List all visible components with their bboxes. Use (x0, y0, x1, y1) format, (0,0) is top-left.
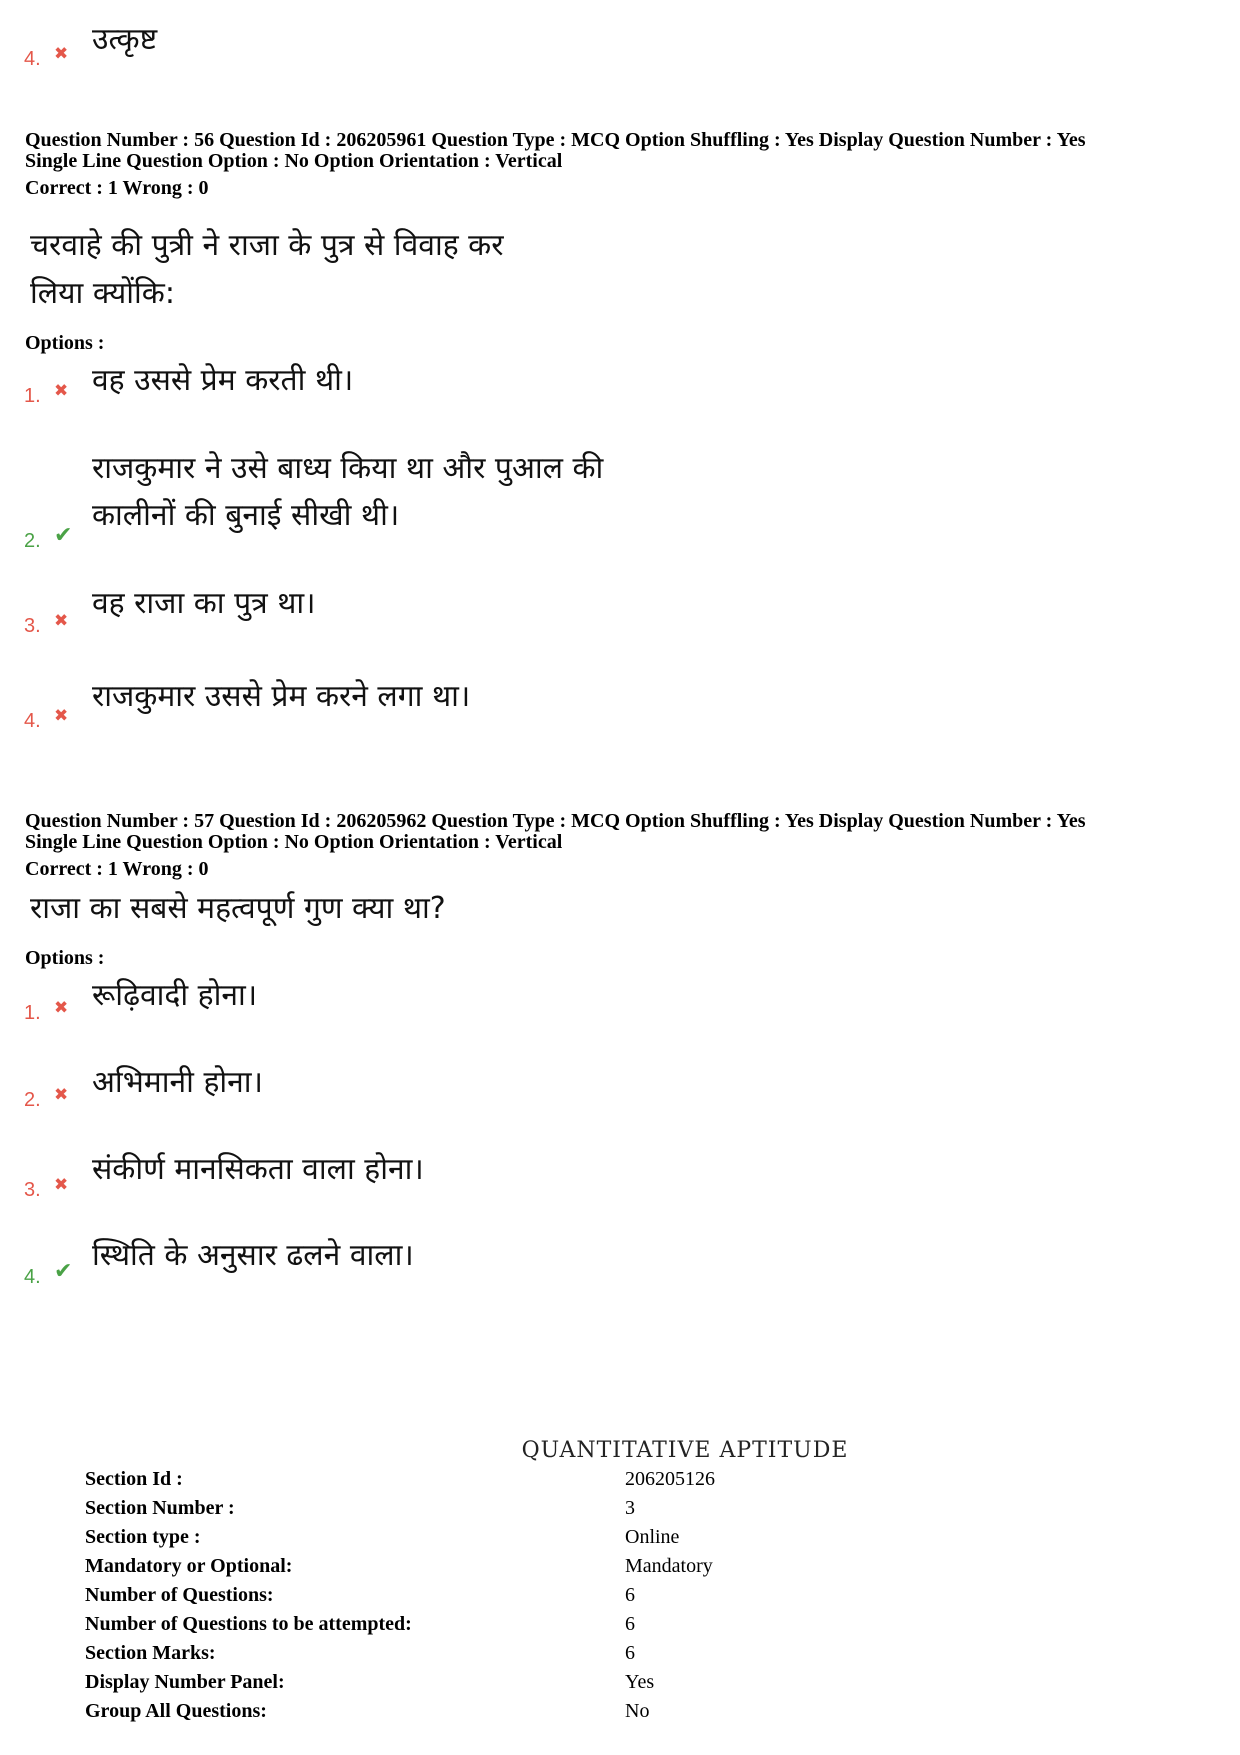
q56-option-3-text: वह राजा का पुत्र था। (92, 586, 316, 621)
check-icon: ✔ (54, 523, 73, 548)
q56-option-1-number: 1. (24, 385, 41, 407)
q57-options-label: Options : (25, 947, 105, 969)
q57-option-1-number: 1. (24, 1002, 41, 1024)
section-row (0, 1642, 1240, 1671)
section-row-label: Group All Questions: (85, 1700, 267, 1722)
q57-option-2-number: 2. (24, 1089, 41, 1111)
section-row-value: Online (625, 1526, 680, 1548)
section-row-value: Yes (625, 1671, 655, 1693)
q57-meta (25, 811, 1225, 880)
section-row (0, 1526, 1240, 1555)
q57-option-2-text: अभिमानी होना। (92, 1065, 263, 1100)
q56-question-line1: चरवाहे की पुत्री ने राजा के पुत्र से विवाह कर (30, 228, 504, 263)
q56-question-line2: लिया क्योंकि: (30, 276, 175, 311)
q56-option-4-number: 4. (24, 710, 41, 732)
section-row-value: 3 (625, 1497, 635, 1519)
q56-meta (25, 130, 1225, 199)
cross-icon: ✖ (54, 381, 69, 401)
q56-option-2-text-line2: कालीनों की बुनाई सीखी थी। (92, 498, 400, 533)
section-row (0, 1497, 1240, 1526)
q56-meta-line2: Single Line Question Option : No Option Orientation : Vertical (25, 150, 563, 172)
q56-option-2-text-line1: राजकुमार ने उसे बाध्य किया था और पुआल की (92, 451, 604, 486)
section-row-label: Section Number : (85, 1497, 235, 1519)
section-row-label: Mandatory or Optional: (85, 1555, 293, 1577)
section-row-label: Section Id : (85, 1468, 183, 1490)
q57-meta-line3: Correct : 1 Wrong : 0 (25, 858, 209, 880)
q57-option-4-number: 4. (24, 1266, 41, 1288)
q57-meta-line2: Single Line Question Option : No Option Orientation : Vertical (25, 831, 563, 853)
q56-option-4-text: राजकुमार उससे प्रेम करने लगा था। (92, 679, 471, 714)
section-row-value: 206205126 (625, 1468, 715, 1490)
q56-option-1-text: वह उससे प्रेम करती थी। (92, 363, 354, 398)
section-row-label: Display Number Panel: (85, 1671, 285, 1693)
section-row-label: Section type : (85, 1526, 201, 1548)
q57-option-1-text: रूढ़िवादी होना। (92, 978, 258, 1013)
section-row-value: 6 (625, 1613, 635, 1635)
section-row-value: Mandatory (625, 1555, 713, 1577)
section-row-label: Number of Questions: (85, 1584, 274, 1606)
q57-meta-line1: Question Number : 57 Question Id : 206205962 Question Type : MCQ Option Shuffling : Yes Display Question Number : Yes (25, 810, 1086, 832)
section-row (0, 1584, 1240, 1613)
cross-icon: ✖ (54, 706, 69, 726)
q56-meta-line3: Correct : 1 Wrong : 0 (25, 177, 209, 199)
q57-option-3-number: 3. (24, 1179, 41, 1201)
cross-icon: ✖ (54, 611, 69, 631)
prev-option-4-text: उत्कृष्ट (92, 22, 158, 57)
section-row (0, 1555, 1240, 1584)
section-row-value: No (625, 1700, 650, 1722)
q56-option-3-number: 3. (24, 615, 41, 637)
cross-icon: ✖ (54, 998, 69, 1018)
q56-meta-line1: Question Number : 56 Question Id : 206205961 Question Type : MCQ Option Shuffling : Yes Display Question Number : Yes (25, 129, 1086, 151)
section-row-value: 6 (625, 1584, 635, 1606)
section-title: QUANTITATIVE APTITUDE (521, 1438, 849, 1463)
prev-option-4-number: 4. (24, 48, 41, 70)
q56-option-2-number: 2. (24, 530, 41, 552)
q56-options-label: Options : (25, 332, 105, 354)
section-row-label: Number of Questions to be attempted: (85, 1613, 412, 1635)
cross-icon: ✖ (54, 1175, 69, 1195)
section-row (0, 1671, 1240, 1700)
cross-icon: ✖ (54, 44, 69, 64)
section-row (0, 1700, 1240, 1729)
check-icon: ✔ (54, 1259, 73, 1284)
q57-option-3-text: संकीर्ण मानसिकता वाला होना। (92, 1152, 424, 1187)
section-row (0, 1468, 1240, 1497)
q57-question-line1: राजा का सबसे महत्वपूर्ण गुण क्या था? (30, 891, 446, 926)
section-row-label: Section Marks: (85, 1642, 216, 1664)
section-row-value: 6 (625, 1642, 635, 1664)
cross-icon: ✖ (54, 1085, 69, 1105)
section-row (0, 1613, 1240, 1642)
q57-option-4-text: स्थिति के अनुसार ढलने वाला। (92, 1238, 414, 1273)
